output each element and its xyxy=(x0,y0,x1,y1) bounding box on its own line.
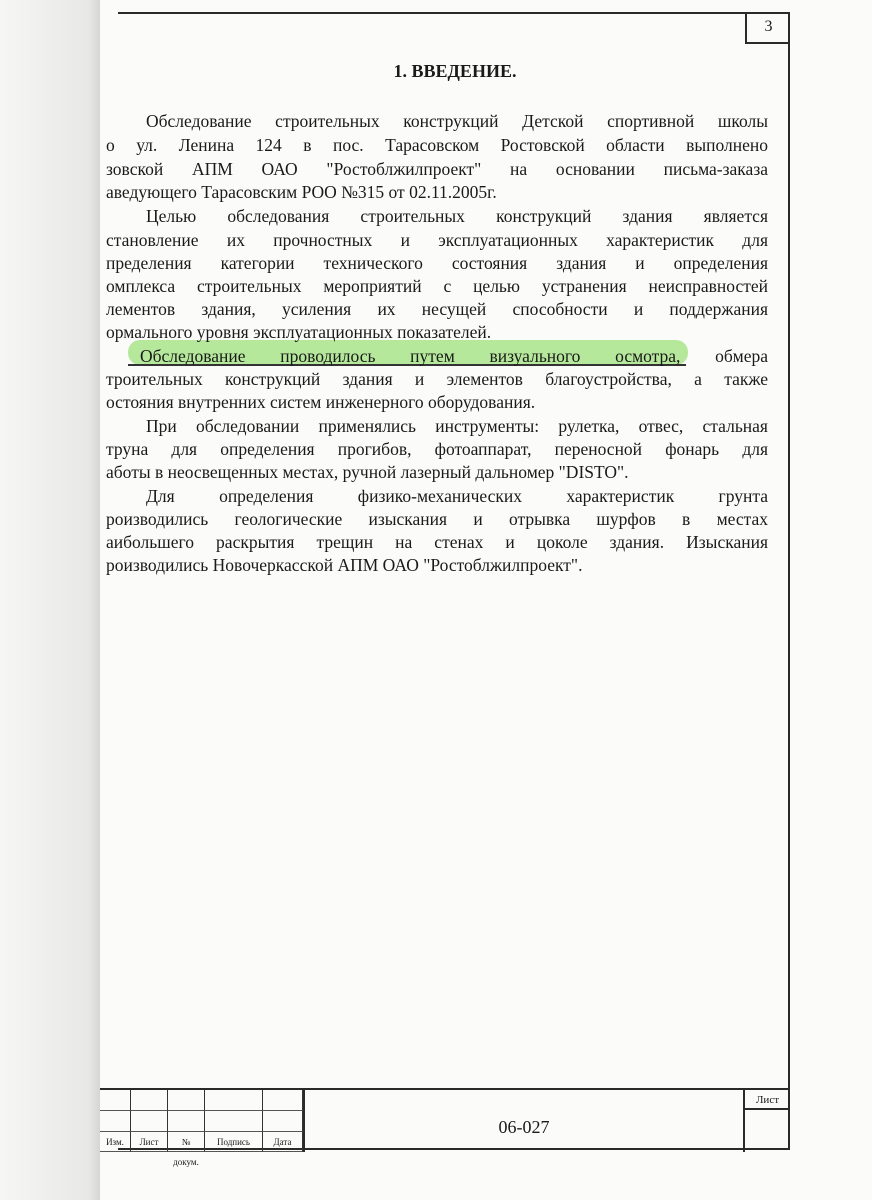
text-line: При обследовании применялись инструменты: рулетка, отвес, стальная xyxy=(146,416,768,436)
column-header: Подпись xyxy=(205,1132,263,1152)
section-title: 1. ВВЕДЕНИЕ. xyxy=(393,61,517,81)
cell xyxy=(205,1111,263,1132)
text-line: остояния внутренних систем инженерного оборудования. xyxy=(106,392,536,412)
text-line: роизводились Новочеркасской АПМ ОАО "Ростоблжилпроект". xyxy=(106,555,583,575)
revision-table xyxy=(100,1090,303,1167)
cell xyxy=(131,1111,168,1132)
cell xyxy=(168,1111,205,1132)
text-line: зовской АПМ ОАО "Ростоблжилпроект" на основании письма-заказа xyxy=(106,159,768,179)
cell xyxy=(263,1090,303,1111)
cell xyxy=(131,1090,168,1111)
text-line: омплекса строительных мероприятий с целью устранения неисправностей xyxy=(106,276,768,296)
text-line: труна для определения прогибов, фотоаппарат, переносной фонарь для xyxy=(106,439,768,459)
text-line: становление их прочностных и эксплуатационных характеристик для xyxy=(106,230,768,250)
text-line: аибольшего раскрытия трещин на стенах и цоколе здания. Изыскания xyxy=(106,532,768,552)
text-line: аботы в неосвещенных местах, ручной лазерный дальномер "DISTO". xyxy=(106,462,629,482)
scan-edge-shadow xyxy=(0,0,104,1200)
cell xyxy=(205,1090,263,1111)
text-line: аведующего Тарасовским РОО №315 от 02.11.2005г. xyxy=(106,182,497,202)
column-header: Дата xyxy=(263,1132,303,1152)
text-line: Целью обследования строительных конструкций здания является xyxy=(146,206,768,226)
cell xyxy=(100,1090,131,1111)
text-line: ормального уровня эксплуатационных показателей. xyxy=(106,322,492,342)
text-line: лементов здания, усиления их несущей способности и поддержания xyxy=(106,299,768,319)
text-line: о ул. Ленина 124 в пос. Тарасовском Ростовской области выполнено xyxy=(106,135,768,155)
text-line: роизводились геологические изыскания и отрывка шурфов в местах xyxy=(106,509,768,529)
column-header: № докум. xyxy=(168,1132,205,1152)
column-header: Лист xyxy=(131,1132,168,1152)
text-line: Обследование проводилось путем визуального осмотра, обмера xyxy=(140,346,768,366)
column-header: Изм. xyxy=(100,1132,131,1152)
text-line: Для определения физико-механических характеристик грунта xyxy=(146,486,768,506)
document-code: 06-027 xyxy=(303,1090,745,1152)
cell xyxy=(263,1111,303,1132)
title-block xyxy=(100,1088,790,1167)
text-line: троительных конструкций здания и элементов благоустройства, а также xyxy=(106,369,768,389)
text-line: Обследование строительных конструкций Детской спортивной школы xyxy=(146,111,768,131)
cell xyxy=(100,1111,131,1132)
page-number: 3 xyxy=(745,12,790,44)
sheet-label: Лист xyxy=(745,1090,790,1110)
text-line: пределения категории технического состояния здания и определения xyxy=(106,253,768,273)
cell xyxy=(168,1090,205,1111)
